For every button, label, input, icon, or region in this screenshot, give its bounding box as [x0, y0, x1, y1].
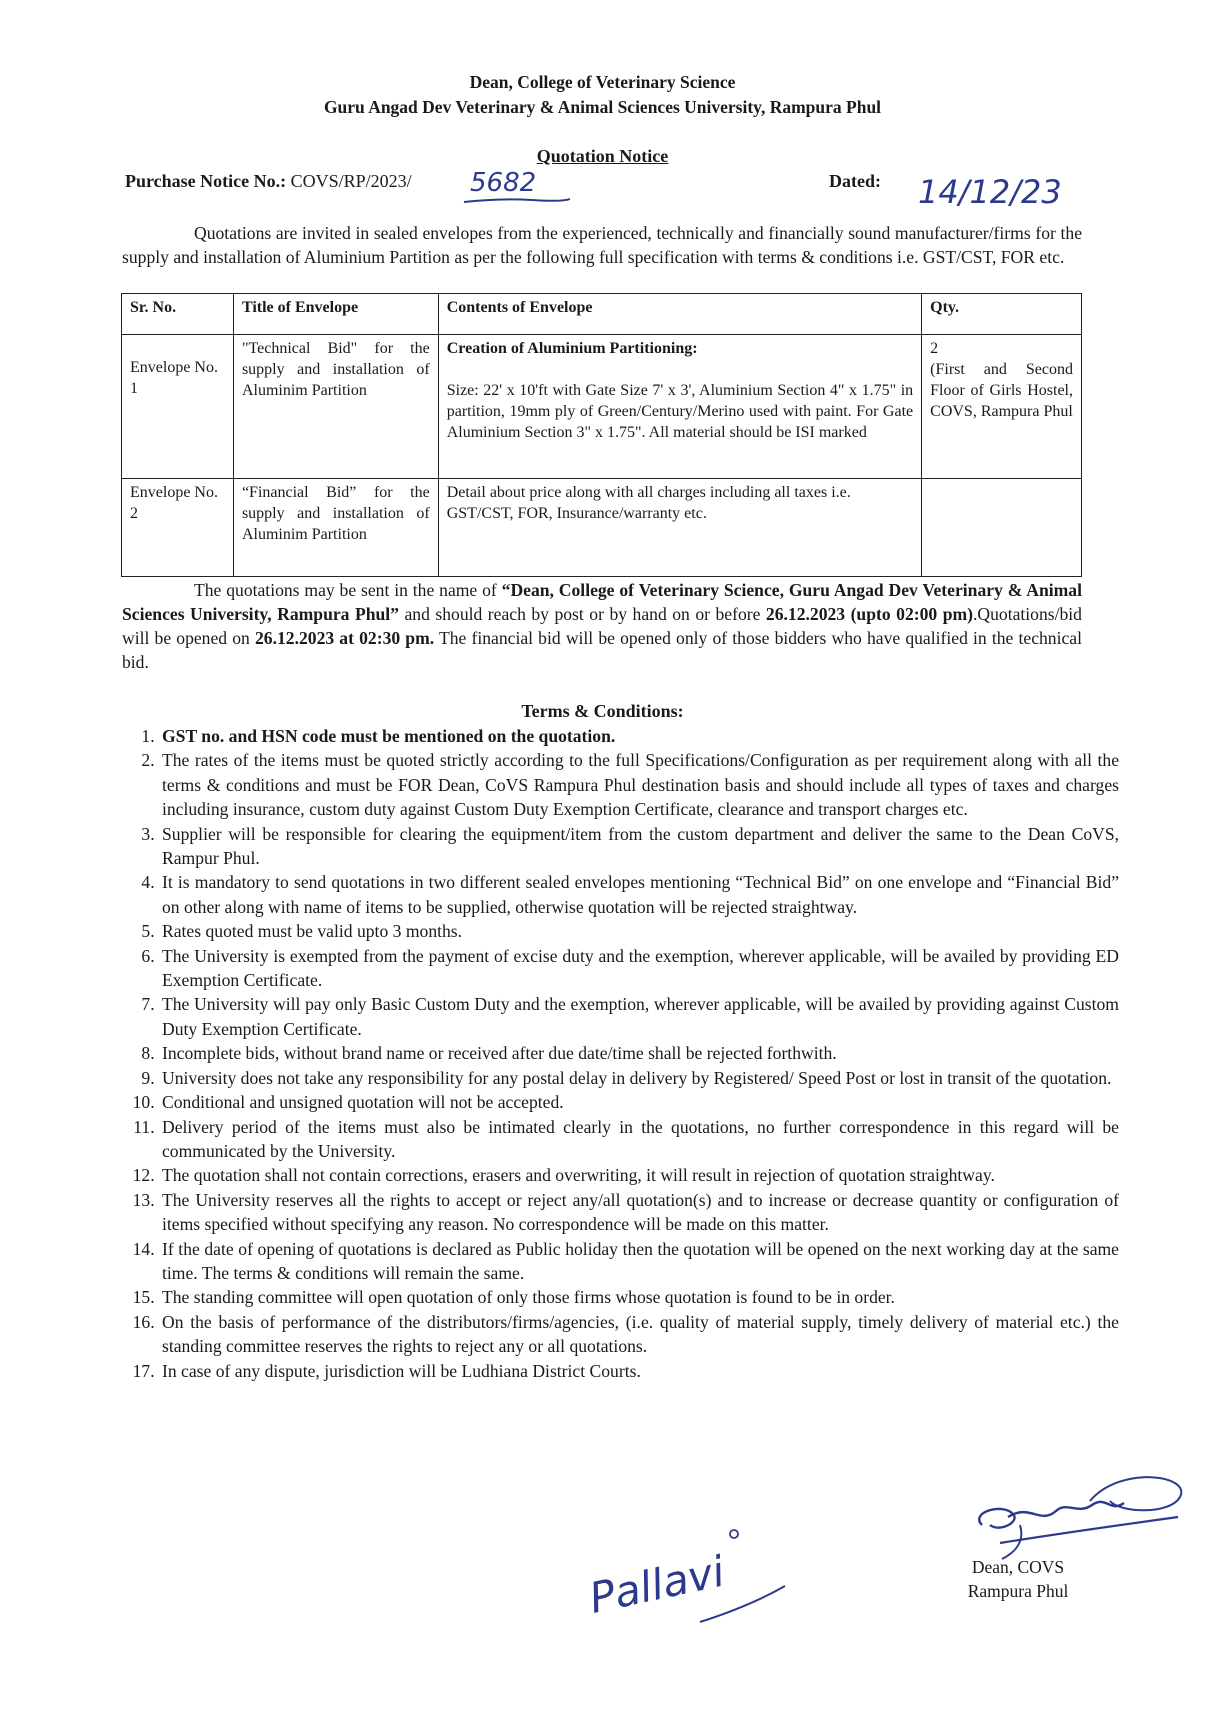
- handwritten-notice-number: 5682: [470, 168, 537, 198]
- list-item: 10. Conditional and unsigned quotation will not be accepted.: [159, 1090, 1119, 1114]
- list-item: 5. Rates quoted must be valid upto 3 months.: [159, 919, 1119, 943]
- list-item: 7. The University will pay only Basic Custom Duty and the exemption, wherever applicable, will be availed by providing against Custom Duty Exemption Certificate.: [159, 992, 1119, 1041]
- envelope-table: [121, 293, 1082, 577]
- opening-time: 26.12.2023 at 02:30 pm.: [254, 628, 435, 648]
- header-line-1: Dean, College of Veterinary Science: [469, 72, 736, 92]
- handwritten-date: 14/12/23: [918, 173, 1062, 211]
- cell-sr: Envelope No. 2: [122, 479, 234, 577]
- list-item: 13. The University reserves all the rights to accept or reject any/all quotation(s) and to increase or decrease quantity or configuration of items specified without specifying any reason. No correspondence will be made on this matter.: [159, 1188, 1119, 1237]
- table-row: [122, 335, 1082, 479]
- list-item: 9. University does not take any responsibility for any postal delay in delivery by Registered/ Speed Post or lost in transit of the quotation.: [159, 1066, 1119, 1090]
- list-item: 2. The rates of the items must be quoted strictly according to the full Specifications/Configuration as per requirement along with all the terms & conditions and must be FOR Dean, CoVS Rampura Phul destination basis and should include all types of taxes and charges including insurance, custom duty against Custom Duty Exemption Certificate, clearance and transport charges etc.: [159, 748, 1119, 821]
- cell-qty: [922, 335, 1082, 479]
- cell-title: "Technical Bid" for the supply and installation of Aluminim Partition: [233, 335, 438, 479]
- list-item: 16. On the basis of performance of the distributors/firms/agencies, (i.e. quality of material supply, timely delivery of material etc.) the standing committee reserves the rights to reject any or all quotations.: [159, 1310, 1119, 1359]
- cell-title: “Financial Bid” for the supply and installation of Aluminim Partition: [233, 479, 438, 577]
- list-item: 17. In case of any dispute, jurisdiction will be Ludhiana District Courts.: [159, 1359, 1119, 1383]
- list-item: 6. The University is exempted from the payment of excise duty and the exemption, wherever applicable, will be availed by providing ED Exemption Certificate.: [159, 944, 1119, 993]
- col-header-sr-no: Sr. No.: [122, 294, 234, 335]
- col-header-title: Title of Envelope: [233, 294, 438, 335]
- list-item: 15. The standing committee will open quotation of only those firms whose quotation is found to be in order.: [159, 1285, 1119, 1309]
- submission-text-3: .Quotations/bid will be opened on: [122, 604, 1082, 648]
- qty-value: 2: [930, 340, 939, 357]
- table-row: [122, 479, 1082, 577]
- list-item: [159, 724, 1119, 748]
- dean-signature: [960, 1455, 1190, 1565]
- term-text: GST no. and HSN code must be mentioned on the quotation.: [162, 726, 616, 746]
- cell-contents: Detail about price along with all charges including all taxes i.e. GST/CST, FOR, Insurance/warranty etc.: [438, 479, 921, 577]
- signatory-title: Dean, COVS: [971, 1557, 1065, 1577]
- handwritten-signature-left: Pallavi: [585, 1546, 729, 1623]
- signature-left-flourish: [580, 1520, 800, 1650]
- purchase-notice-prefix: COVS/RP/2023/: [290, 171, 412, 191]
- table-header-row: [122, 294, 1082, 335]
- submission-text-4: The financial bid will be opened only of those bidders who have qualified in the technical bid.: [122, 628, 1082, 672]
- contents-text: Size: 22' x 10'ft with Gate Size 7' x 3', Aluminium Section 4" x 1.75" in partition, 19mm ply of Green/Century/Merino used with paint. For Gate Aluminium Section 3" x 1.75". All material should be ISI marked: [446, 382, 914, 441]
- purchase-notice-number: [125, 171, 412, 192]
- list-item: 12. The quotation shall not contain corrections, erasers and overwriting, it will result in rejection of quotation straightway.: [159, 1163, 1119, 1187]
- dated-label: Dated:: [829, 171, 881, 191]
- list-item: 3. Supplier will be responsible for clearing the equipment/item from the custom department and deliver the same to the Dean CoVS, Rampur Phul.: [159, 822, 1119, 871]
- list-item: 4. It is mandatory to send quotations in two different sealed envelopes mentioning “Technical Bid” on one envelope and “Financial Bid” on other along with name of items to be supplied, otherwise quotation will be rejected straightway.: [159, 870, 1119, 919]
- qty-note: (First and Second Floor of Girls Hostel, COVS, Rampura Phul: [930, 361, 1073, 420]
- intro-paragraph: Quotations are invited in sealed envelopes from the experienced, technically and financially sound manufacturer/firms for the supply and installation of Aluminium Partition as per the following full specification with terms & conditions i.e. GST/CST, FOR etc.: [122, 223, 1082, 267]
- terms-list: [122, 724, 1119, 1383]
- list-item: 14. If the date of opening of quotations is declared as Public holiday then the quotation will be opened on the next working day at the same time. The terms & conditions will remain the same.: [159, 1237, 1119, 1286]
- notice-title: Quotation Notice: [536, 146, 669, 166]
- handwritten-underline: [462, 196, 572, 206]
- submission-addressee: “Dean, College of Veterinary Science, Guru Angad Dev Veterinary & Animal Sciences University, Rampura Phul”: [122, 580, 1082, 624]
- submission-deadline: 26.12.2023 (upto 02:00 pm): [765, 604, 973, 624]
- submission-text-2: and should reach by post or by hand on or before: [398, 604, 766, 624]
- col-header-qty: Qty.: [922, 294, 1082, 335]
- col-header-contents: Contents of Envelope: [438, 294, 921, 335]
- list-item: 11. Delivery period of the items must also be intimated clearly in the quotations, no further correspondence in this regard will be communicated by the University.: [159, 1115, 1119, 1164]
- list-item: 8. Incomplete bids, without brand name or received after due date/time shall be rejected forthwith.: [159, 1041, 1119, 1065]
- cell-sr: Envelope No. 1: [122, 335, 234, 479]
- cell-contents: [438, 335, 921, 479]
- contents-heading: Creation of Aluminium Partitioning:: [446, 340, 698, 357]
- signatory-location: Rampura Phul: [967, 1581, 1069, 1601]
- purchase-notice-label: Purchase Notice No.:: [125, 171, 287, 191]
- submission-text-1: The quotations may be sent in the name of: [194, 580, 502, 600]
- header-line-2: Guru Angad Dev Veterinary & Animal Sciences University, Rampura Phul: [323, 97, 882, 117]
- terms-title: Terms & Conditions:: [521, 701, 684, 721]
- submission-paragraph: [122, 578, 1082, 674]
- cell-qty: [922, 479, 1082, 577]
